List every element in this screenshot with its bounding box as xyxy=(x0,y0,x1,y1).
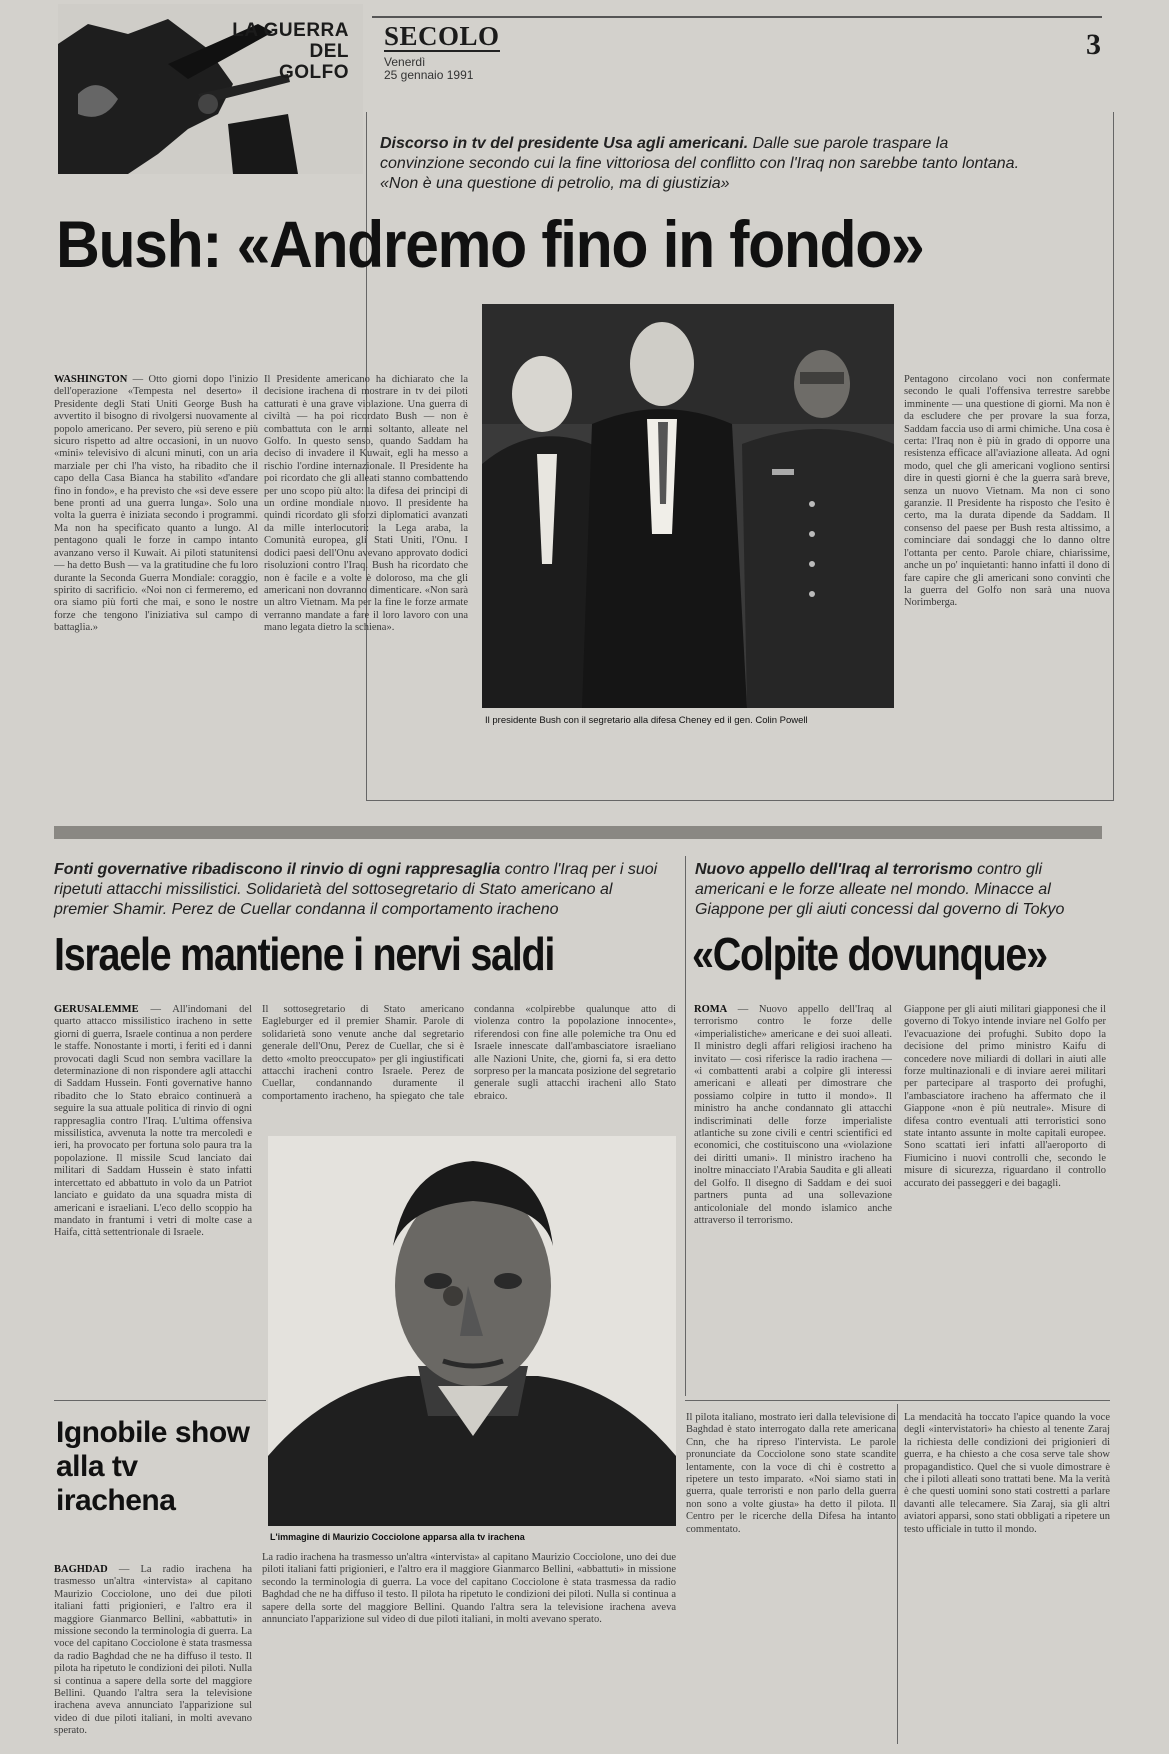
section-title-line: DEL xyxy=(309,41,349,62)
section-logo xyxy=(58,4,363,174)
bush-headline: Bush: «Andremo fino in fondo» xyxy=(56,207,924,281)
show-column-text: Il pilota italiano, mostrato ieri dalla televisione di Baghdad è stato interrogato dalla rete americana Cnn, che ha ripreso l'intervista. Le parole pronunciate da Cocciolone sono state scandite lentamente, con la voce di chi è costretto a ripetere un testo imparato. «Noi siamo stati in guerra, quale terroristi e non parlo della guerra non sono a volte giusta» ha detto il pilota. Il Centro per le ricerche della Difesa ha intanto commentato. xyxy=(686,1412,896,1535)
show-column-3 xyxy=(686,1412,896,1742)
israel-column-1: GERUSALEMME — All'indomani del quarto attacco missilistico iracheno in sette giorni di guerra, Israele continua a non perdere le staffe. Nonostante i morti, i feriti ed i danni provocati dagli Scud non sembra vacillare la determinazione di non rispondere agli attacchi di Saddam Hussein. Fonti governative hanno ribadito che lo Stato ebraico continuerà a seguire la sua attuale politica di rinvio di ogni rappresaglia contro l'Iraq. L'ultima offensiva missilistica, avvenuta la notte tra mercoledì e ieri, ha provocato per fortuna solo paura tra la popolazione. Il missile Scud lanciato dai militari di Saddam Hussein è stato infatti intercettato ed abbattuto in volo da un Patriot lanciato e guidato da una squadra mista di americani e israeliani. L'eco dello scoppio ha mandato in frantumi i vetri di molte case a Haifa, città settentrionale di Israele. xyxy=(54,1004,252,1239)
section-title-line: LA GUERRA xyxy=(232,20,349,41)
bush-cheney-powell-photo xyxy=(482,304,894,708)
show-headline: Ignobile show alla tv irachena xyxy=(56,1416,250,1517)
bush-column-text: Il Presidente americano ha dichiarato che la decisione irachena di mostrare in tv dei piloti catturati è una grave violazione. Una guerra di civiltà — ha poi ricordato Bush — non è combattuta con le armi soltanto, alleate nel Golfo. In questo senso, quando Saddam ha deciso di invadere il Kuwait, egli ha messo a rischio l'ordine internazionale. Il Presidente ha poi ricordato che gli alleati stanno combattendo per uno scopo più alto: la difesa dei principi di un ordine mondiale nuovo. Il presidente ha quindi ricordato gli sforzi diplomatici avanzati da mille interlocutori: la Lega araba, la Comunità europea, gli Stati Uniti, l'Onu. I dodici paesi dell'Onu avevano approvato dodici risoluzioni contro l'Iraq. Bush ha ricordato che non è facile e a volte è doloroso, ma che gli americani non dovranno dimenticare. «Non sarà un altro Vietnam. Ma per la fine le forze armate verranno mandate a fare il loro lavoro con una mano legata dietro la schiena». xyxy=(264,374,468,634)
top-rule xyxy=(372,16,1102,18)
bush-kicker-rest: Dalle sue parole traspare la convinzione secondo cui la fine vittoriosa del conflitto con l'Iraq non sarebbe tanto lontana. «Non è una questione di petrolio, ma di giustizia» xyxy=(380,135,1020,192)
bush-column-3 xyxy=(904,374,1110,799)
cocciolone-photo-caption: L'immagine di Maurizio Cocciolone apparsa alla tv irachena xyxy=(270,1532,525,1542)
israel-headline: Israele mantiene i nervi saldi xyxy=(54,928,555,980)
israel-kicker-rest: contro l'Iraq per i suoi ripetuti attacchi missilistici. Solidarietà del sottosegretario di Stato americano al premier Shamir. Perez de Cuellar condanna il comportamento iracheno xyxy=(54,861,658,918)
issue-date-text: 25 gennaio 1991 xyxy=(384,68,474,82)
iraq-kicker xyxy=(695,860,1105,920)
show-column-1: BAGHDAD — La radio irachena ha trasmesso un'altra «intervista» al capitano Maurizio Cocciolone, uno dei due piloti italiani fatti prigionieri, e l'altro era il maggiore Gianmarco Bellini, «abbattuti» in missione secondo la terminologia di guerra. La voce del capitano Cocciolone è stata trasmessa da radio Baghdad che ne ha diffuso il testo. Il pilota ha ripetuto le condizioni dei piloti. Nulla si continua a sapere della sorte del maggiore Bellini. Quando l'altra sera la televisione irachena aveva annunciato l'apparizione sul video di due piloti italiani, in molti avevano sperato. xyxy=(54,1564,252,1737)
iraq-column-1: ROMA — Nuovo appello dell'Iraq al terrorismo contro le forze delle «imperialistiche» americane e dei suoi alleati. Il ministro degli affari religiosi iracheno ha invitato — così riferisce la radio irachena — «i combattenti arabi a colpire gli interessi americani e alleati per dimostrare che possiamo colpire in tutto il mondo». Il ministro ha anche condannato gli attacchi indiscriminati delle forze imperialiste atlantiche su zone civili e centri scientifici ed economici, che costituiscono una «violazione dei diritti umani». Il ministro iracheno ha inoltre minacciato l'Arabia Saudita e gli alleati del Golfo. Il disegno di Saddam e dei suoi partners punta ad una sollevazione anticoloniale del mondo islamico anche attraverso il terrorismo. xyxy=(694,1004,892,1226)
bush-photo-caption: Il presidente Bush con il segretario alla difesa Cheney ed il gen. Colin Powell xyxy=(485,715,808,726)
israel-column-text: All'indomani del quarto attacco missilistico iracheno in sette giorni di guerra, Israele continua a non perdere le staffe. Nonostante i morti, i feriti ed i danni provocati dagli Scud non sembra vacillare la determinazione di non rispondere agli attacchi di Saddam Hussein. Fonti governative hanno ribadito che lo Stato ebraico continuerà a seguire la sua attuale politica di rinvio di ogni rappresaglia contro l'Iraq. L'ultima offensiva missilistica, avvenuta la notte tra mercoledì e ieri, ha provocato per fortuna solo paura tra la popolazione. Il missile Scud lanciato dai militari di Saddam Hussein è stato infatti intercettato ed abbattuto in volo da un Patriot lanciato e guidato da una squadra mista di americani e israeliani. L'eco dello scoppio ha mandato in frantumi i vetri di molte case a Haifa, città settentrionale di Israele. xyxy=(54,1004,252,1239)
israel-kicker-bold: Fonti governative ribadiscono il rinvio di ogni rappresaglia xyxy=(54,861,501,878)
show-column-text: La radio irachena ha trasmesso un'altra «intervista» al capitano Maurizio Cocciolone, uno dei due piloti italiani fatti prigionieri, e l'altro era il maggiore Gianmarco Bellini, «abbattuti» in missione secondo la terminologia di guerra. La voce del capitano Cocciolone è stata trasmessa da radio Baghdad che ne ha diffuso il testo. Il pilota ha ripetuto le condizioni dei piloti. Nulla si continua a sapere della sorte del maggiore Bellini. Quando l'altra sera la televisione irachena aveva annunciato l'apparizione sul video di due piloti italiani, in molti avevano sperato. xyxy=(54,1564,252,1737)
issue-date xyxy=(384,56,473,82)
israel-kicker xyxy=(54,860,666,920)
section-divider xyxy=(54,826,1102,839)
iraq-bottom-rule xyxy=(685,1400,1110,1401)
show-column-4 xyxy=(904,1412,1110,1742)
show-top-rule xyxy=(54,1400,266,1401)
bush-column-1: WASHINGTON — Otto giorni dopo l'inizio dell'operazione «Tempesta nel deserto» il Presidente degli Stati Uniti George Bush ha avvertito il bisogno di rivolgersi nuovamente al popolo americano. Per severo, più sereno e più sicuro rispetto ad altre occasioni, in un nuovo «mini» televisivo di alcuni minuti, con un aria marziale per chi l'ha visto, ha ribadito che il capo della Casa Bianca ha stabilito «d'andare fino in fondo», e ha previsto che «si deve essere bene pronti ad una guerra lunga». Solo una volta la guerra è iniziata secondo i programmi. Ma non ha specificato quanto a lungo. Al pentagono quali le forze in campo intanto avanzano verso il Kuwait. Ai piloti statunitensi — ha detto Bush — va la gratitudine che fu loro durante la Seconda Guerra Mondiale: coraggio, spirito di sacrificio. «Noi non ci fermeremo, ed ora siamo più forti che mai, e sono le nostre forze che tengono l'iniziativa sul campo di battaglia.» xyxy=(54,374,258,634)
bush-dateline: WASHINGTON xyxy=(54,374,128,385)
show-column-text: La radio irachena ha trasmesso un'altra «intervista» al capitano Maurizio Cocciolone, uno dei due piloti italiani fatti prigionieri, e l'altro era il maggiore Gianmarco Bellini, «abbattuti» in missione secondo la terminologia di guerra. La voce del capitano Cocciolone è stata trasmessa da radio Baghdad che ne ha diffuso il testo. Il pilota ha ripetuto le condizioni dei piloti. Nulla si continua a sapere della sorte del maggiore Bellini. Quando l'altra sera la televisione irachena aveva annunciato l'apparizione sul video di due piloti italiani, in molti avevano sperato. xyxy=(262,1552,676,1626)
portrait-icon xyxy=(268,1136,676,1526)
iraq-kicker-rest: contro gli americani e le forze alleate nel mondo. Minacce al Giappone per gli aiuti concessi dal governo di Tokyo xyxy=(695,861,1065,918)
iraq-column-text: Giappone per gli aiuti militari giapponesi che il governo di Tokyo intende inviare nel Golfo per l'evacuazione dei profughi. Subito dopo la decisione del primo ministro Kaifu di concedere nove miliardi di dollari in aiuti alle forze multinazionali e di inviare aerei militari per partecipare al trasporto dei profughi, l'ambasciatore iracheno ha affermato che il Giappone «non è più neutrale». Misure di difesa contro eventuali atti terroristici sono state intanto assunte in molte capitali europee. Sono scattati ieri infatti all'aeroporto di Fiumicino i nuovi controlli che, secondo le misure di sicurezza, riguardano il controllo accurato dei passeggeri e dei bagagli. xyxy=(904,1004,1106,1189)
page-number: 3 xyxy=(1086,28,1101,61)
bush-kicker-bold: Discorso in tv del presidente Usa agli americani. xyxy=(380,135,749,152)
israel-column-2 xyxy=(262,1004,676,1130)
section-title-line: GOLFO xyxy=(278,62,349,83)
show-column-text: La mendacità ha toccato l'apice quando la voce degli «intervistatori» ha chiesto al tenente Zaraj la richiesta delle condizioni dei prigionieri di guerra, e ha chiesto a che cosa serve tale show propagandistico. Quel che si vuole dimostrare è che i piloti alleati sono trattati bene. Ma la verità è che questi uomini sono stati costretti a parlare davanti alle telecamere. Sia Zaraj, sia gli altri aviatori apparsi, sono stati obbligati a ripetere un testo ufficiale in tutto il mondo. xyxy=(904,1412,1110,1535)
iraq-dateline: ROMA xyxy=(694,1004,728,1015)
iraq-column-2 xyxy=(904,1004,1106,1396)
iraq-kicker-bold: Nuovo appello dell'Iraq al terrorismo xyxy=(695,861,973,878)
cocciolone-photo xyxy=(268,1136,676,1526)
israel-column-text: Il sottosegretario di Stato americano Eagleburger ed il premier Shamir. Parole di solidarietà sono venute anche dal segretario generale dell'Onu, Perez de Cuellar, che si è detto «molto preoccupato» per gli ingiustificati attacchi iracheni contro Israele. Perez de Cuellar, condannando duramente il comportamento iracheno, ha spiegato che tale condanna «colpirebbe qualunque atto di violenza contro la popolazione innocente», riferendosi con fine alle polemiche tra Onu ed Israele innescate dall'ambasciatore israeliano alle Nazioni Unite, che, giorni fa, si era detto sorpreso per la mancata posizione del segretario generale sugli attacchi iracheni allo Stato ebraico. xyxy=(262,1004,676,1102)
column-separator xyxy=(685,856,686,1396)
israel-dateline: GERUSALEMME xyxy=(54,1004,139,1015)
iraq-headline: «Colpite dovunque» xyxy=(692,928,1047,980)
bush-column-text: Otto giorni dopo l'inizio dell'operazione «Tempesta nel deserto» il Presidente degli Stati Uniti George Bush ha avvertito il bisogno di rivolgersi nuovamente al popolo americano. Per severo, più sereno e più sicuro rispetto ad altre occasioni, in un nuovo «mini» televisivo di alcuni minuti, con un aria marziale per chi l'ha visto, ha ribadito che il capo della Casa Bianca ha stabilito «d'andare fino in fondo», e ha previsto che «si deve essere bene pronti ad una guerra lunga». Solo una volta la guerra è iniziata secondo i programmi. Ma non ha specificato quanto a lungo. Al pentagono quali le forze in campo intanto avanzano verso il Kuwait. Ai piloti statunitensi — ha detto Bush — va la gratitudine che fu loro durante la Seconda Guerra Mondiale: coraggio, spirito di sacrificio. «Noi non ci fermeremo, ed ora siamo più forti che mai, e sono le nostre forze che tengono l'iniziativa sul campo di battaglia.» xyxy=(54,374,258,634)
issue-weekday: Venerdì xyxy=(384,55,426,69)
bush-column-2 xyxy=(264,374,468,799)
section-title xyxy=(232,20,349,83)
show-column-2 xyxy=(262,1552,676,1742)
group-photo-icon xyxy=(482,304,894,708)
newspaper-name: SECOLO xyxy=(384,21,500,51)
iraq-column-text: Nuovo appello dell'Iraq al terrorismo contro le forze delle «imperialistiche» americane e dei suoi alleati. Il ministro degli affari religiosi iracheno ha invitato — così riferisce la radio irachena — «i combattenti arabi a colpire gli interessi americani e alleati per dimostrare che possiamo colpire in tutto il mondo». Il ministro ha anche condannato gli attacchi indiscriminati delle forze imperialiste atlantiche su zone civili e centri scientifici ed economici, che costituiscono una «violazione dei diritti umani». Il ministro iracheno ha inoltre minacciato l'Arabia Saudita e gli alleati del Golfo. Il disegno di Saddam e dei suoi partners punta ad una sollevazione anticoloniale del mondo islamico anche attraverso il terrorismo. xyxy=(694,1004,892,1226)
column-separator xyxy=(897,1404,898,1744)
show-dateline: BAGHDAD xyxy=(54,1564,108,1575)
bush-column-text: Pentagono circolano voci non confermate secondo le quali l'offensiva terrestre sarebbe imminente — una questione di giorni. Ma non è da escludere che per provare la sua forza, Saddam faccia uso di armi chimiche. Una cosa è certa: l'Iraq non è più in grado di opporre una resistenza efficace all'aviazione alleata. Ad ogni modo, quel che gli americani vogliono sentirsi dire in questi giorni è che la guerra sarà breve, senza un nuovo Vietnam. Ma non ci sono garanzie. Il Presidente ha risposto che l'esito è certo, ma la durata dipende da Saddam. Il consenso del paese per Bush resta altissimo, a cominciare dai sondaggi che lo danno oltre l'ottanta per cento. Parole chiare, chiarissime, anche un po' inquietanti: hanno infatti il dono di fare capire che gli americani sono convinti che la guerra del Golfo non sarà una nuova Norimberga. xyxy=(904,374,1110,609)
bush-kicker xyxy=(380,134,1020,194)
